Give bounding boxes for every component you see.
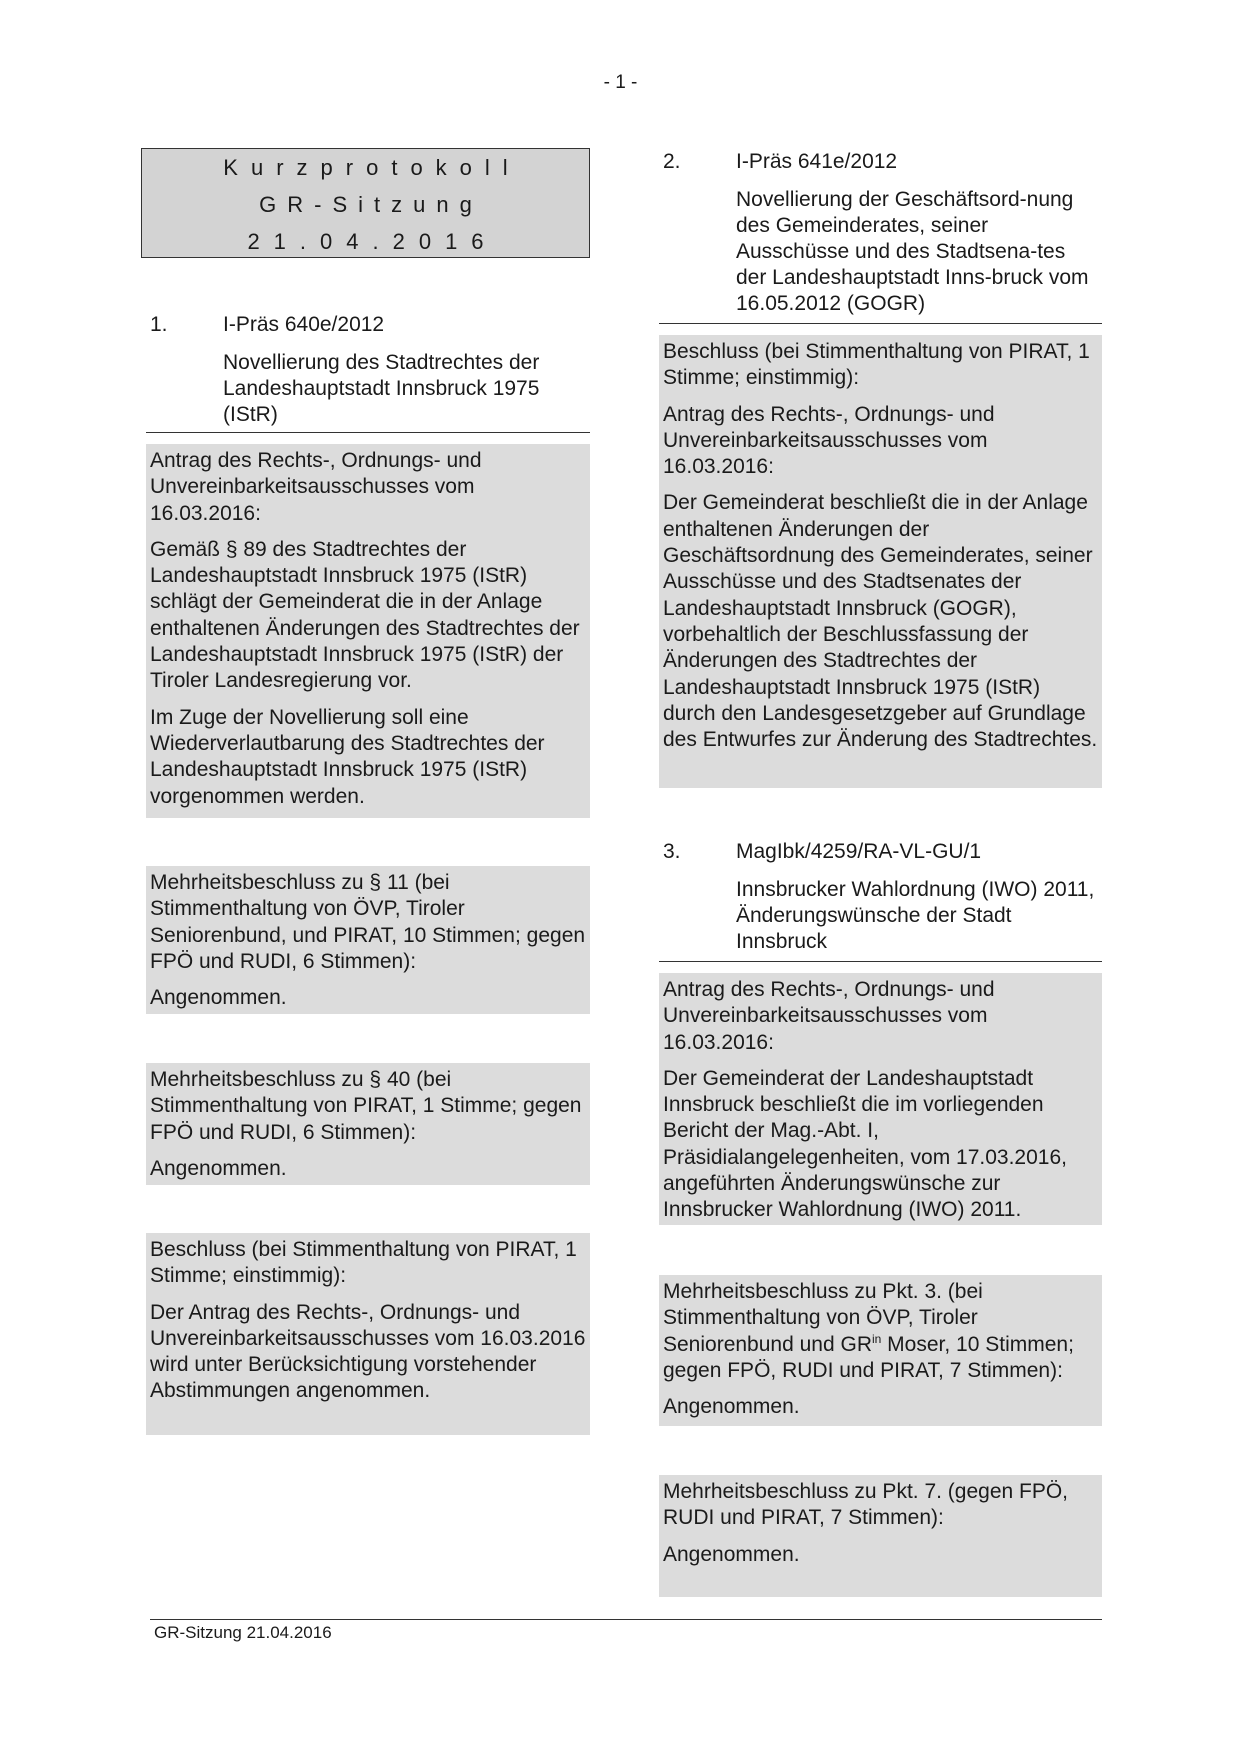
page-number: - 1 -	[603, 72, 638, 93]
box-text: Der Antrag des Rechts-, Ordnungs- und Unvereinbarkeitsausschusses vom 16.03.2016 wird unter Berücksichtigung vorstehender Abstimmungen angenommen.	[150, 1300, 586, 1403]
box-text: Angenommen.	[150, 1156, 287, 1180]
title-line-1: Kurzprotokoll	[223, 155, 521, 180]
footer-rule	[150, 1619, 1102, 1620]
box-text: Beschluss (bei Stimmenthaltung von PIRAT, 1 Stimme; einstimmig):	[663, 340, 1090, 390]
box-text: Im Zuge der Novellierung soll eine Wiederverlautbarung des Stadtrechtes der Landeshauptstadt Innsbruck 1975 (IStR) vorgenommen werden.	[150, 705, 545, 808]
item-1-rule	[146, 432, 590, 433]
box-text: Angenommen.	[663, 1542, 800, 1566]
item-number: 3.	[663, 840, 681, 863]
box-text: Beschluss (bei Stimmenthaltung von PIRAT, 1 Stimme; einstimmig):	[150, 1238, 577, 1288]
right-box-2	[659, 973, 1102, 1225]
box-text	[663, 1279, 1098, 1384]
box-text: Mehrheitsbeschluss zu Pkt. 7. (gegen FPÖ, RUDI und PIRAT, 7 Stimmen):	[663, 1480, 1069, 1530]
left-box-2	[146, 866, 590, 1014]
title-box	[141, 148, 590, 258]
item-subject: Innsbrucker Wahlordnung (IWO) 2011, Änderungswünsche der Stadt Innsbruck	[736, 878, 1095, 953]
title-line-2: GR-Sitzung	[259, 192, 483, 217]
box-text: Der Gemeinderat beschließt die in der Anlage enthaltenen Änderungen der Geschäftsordnung des Gemeinderates, seiner Ausschüsse und des Stadtsenates der Landeshauptstadt Innsbruck (GOGR), vorbehaltlich der Beschlussfassung der Änderungen des Stadtrechtes der Landeshauptstadt Innsbruck 1975 (IStR) durch den Landesgesetzgeber auf Grundlage des Entwurfes zur Änderung des Stadtrechtes.	[663, 491, 1098, 752]
item-subject: Novellierung des Stadtrechtes der Landeshauptstadt Innsbruck 1975 (IStR)	[223, 351, 540, 426]
footer-text: GR-Sitzung 21.04.2016	[154, 1623, 332, 1642]
left-box-4	[146, 1233, 590, 1435]
box-text: Angenommen.	[150, 986, 287, 1010]
box-text: Mehrheitsbeschluss zu § 40 (bei Stimmenthaltung von PIRAT, 1 Stimme; gegen FPÖ und RUDI, 6 Stimmen):	[150, 1068, 582, 1144]
left-box-1	[146, 444, 590, 818]
item-reference: I-Präs 640e/2012	[223, 313, 385, 336]
title-line-3: 21.04.2016	[247, 229, 498, 254]
item-3-rule	[659, 961, 1102, 962]
right-box-4	[659, 1475, 1102, 1597]
item-reference: I-Präs 641e/2012	[736, 150, 898, 173]
box-text: Der Gemeinderat der Landeshauptstadt Innsbruck beschließt die im vorliegenden Bericht der Mag.-Abt. I, Präsidialangelegenheiten, vom 17.03.2016, angeführten Änderungswünsche zur Innsbrucker Wahlordnung (IWO) 2011.	[663, 1066, 1067, 1222]
box-text: Mehrheitsbeschluss zu § 11 (bei Stimmenthaltung von ÖVP, Tiroler Seniorenbund, und PIRAT, 10 Stimmen; gegen FPÖ und RUDI, 6 Stimmen):	[150, 871, 586, 973]
item-number: 2.	[663, 150, 681, 173]
right-box-1	[659, 335, 1102, 788]
left-box-3	[146, 1063, 590, 1185]
text-part: Mehrheitsbeschluss zu Pkt. 3. (bei Stimmenthaltung von ÖVP, Tiroler Seniorenbund und GR	[663, 1280, 983, 1356]
box-text: Antrag des Rechts-, Ordnungs- und Unvereinbarkeitsausschusses vom 16.03.2016:	[150, 449, 482, 525]
superscript: in	[872, 1331, 882, 1346]
box-text: Antrag des Rechts-, Ordnungs- und Unvereinbarkeitsausschusses vom 16.03.2016:	[663, 402, 995, 479]
item-subject: Novellierung der Geschäftsord-nung des Gemeinderates, seiner Ausschüsse und des Stadtsena-tes der Landeshauptstadt Inns-bruck vom 16.05.2012 (GOGR)	[736, 188, 1089, 315]
box-text: Angenommen.	[663, 1395, 800, 1419]
item-2-rule	[659, 323, 1102, 324]
item-number: 1.	[150, 313, 168, 336]
item-reference: MagIbk/4259/RA-VL-GU/1	[736, 840, 982, 863]
box-text: Antrag des Rechts-, Ordnungs- und Unvereinbarkeitsausschusses vom 16.03.2016:	[663, 978, 995, 1054]
text-part: Moser, 10 Stimmen; gegen FPÖ, RUDI und PIRAT, 7 Stimmen):	[663, 1332, 1074, 1382]
box-text: Gemäß § 89 des Stadtrechtes der Landeshauptstadt Innsbruck 1975 (IStR) schlägt der Gemeinderat die in der Anlage enthaltenen Änderungen des Stadtrechtes der Landeshauptstadt Innsbruck 1975 (IStR) der Tiroler Landesregierung vor.	[150, 537, 580, 693]
right-box-3	[659, 1275, 1102, 1426]
